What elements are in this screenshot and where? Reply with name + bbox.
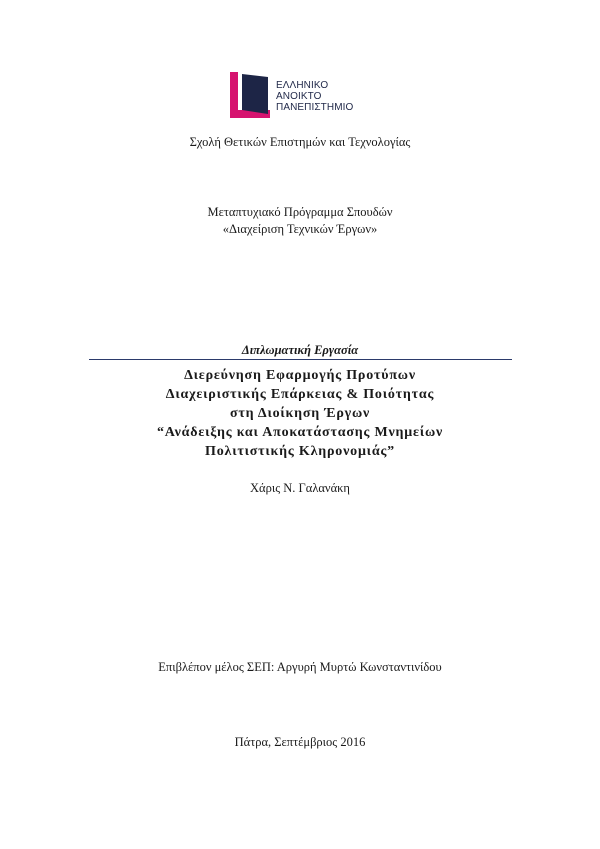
school-name: Σχολή Θετικών Επιστημών και Τεχνολογίας <box>189 135 411 149</box>
logo-line-2: ΑΝΟΙΚΤΟ <box>276 91 322 102</box>
title-divider <box>89 359 512 360</box>
thesis-title-line-1: Διερεύνηση Εφαρμογής Προτύπων <box>184 368 416 383</box>
program-name-line-1: Μεταπτυχιακό Πρόγραμμα Σπουδών <box>207 205 393 219</box>
supervisor-line: Επιβλέπον μέλος ΣΕΠ: Αργυρή Μυρτώ Κωνσταντινίδου <box>158 660 442 674</box>
place-and-date: Πάτρα, Σεπτέμβριος 2016 <box>234 735 366 749</box>
eap-logo-mark-icon <box>230 72 270 118</box>
thesis-title-line-2: Διαχειριστικής Επάρκειας & Ποιότητας <box>165 387 435 402</box>
thesis-type-label: Διπλωματική Εργασία <box>241 343 359 357</box>
thesis-title-line-3: στη Διοίκηση Έργων <box>229 406 371 421</box>
logo-line-3: ΠΑΝΕΠΙΣΤΗΜΙΟ <box>276 102 354 113</box>
program-name-line-2: «Διαχείριση Τεχνικών Έργων» <box>222 222 378 236</box>
university-logo <box>230 72 378 118</box>
thesis-title-line-4: “Ανάδειξης και Αποκατάστασης Μνημείων <box>156 425 444 440</box>
thesis-title-line-5: Πολιτιστικής Κληρονομιάς” <box>205 444 395 459</box>
logo-line-1: ΕΛΛΗΝΙΚΟ <box>276 80 329 91</box>
author-name: Χάρις Ν. Γαλανάκη <box>250 481 350 495</box>
logo-wordmark <box>276 80 353 113</box>
